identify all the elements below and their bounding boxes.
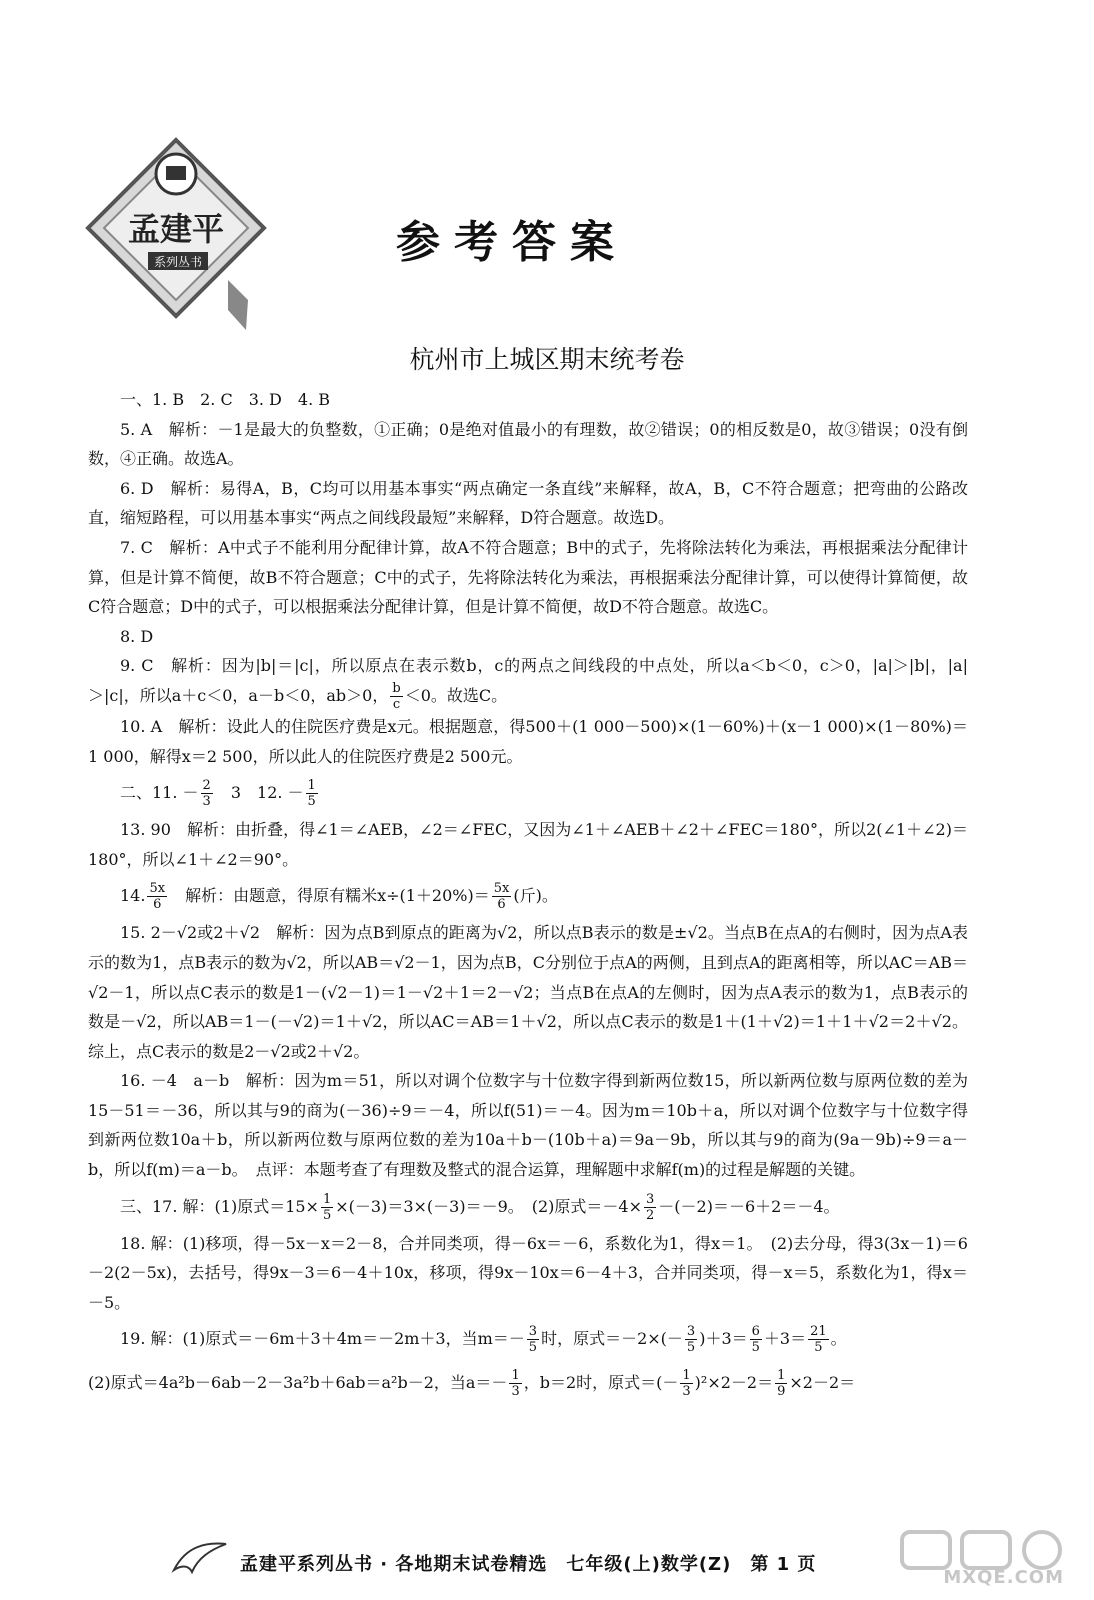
fraction-den: 5 xyxy=(322,1207,332,1223)
logo-sub: 系列丛书 xyxy=(153,255,203,269)
fraction xyxy=(492,881,512,912)
fraction-num: 1 xyxy=(777,1368,786,1384)
fraction xyxy=(775,1368,787,1399)
fraction-den: 9 xyxy=(777,1384,786,1400)
fraction xyxy=(750,1324,762,1355)
fraction xyxy=(527,1324,539,1355)
fraction-num: 21 xyxy=(810,1324,827,1340)
fraction-den: 5 xyxy=(814,1340,823,1356)
fraction xyxy=(321,1192,333,1223)
a19b-mid2: )²×2－2＝ xyxy=(694,1373,774,1393)
a17-post: －(－2)＝－6＋2＝－4。 xyxy=(658,1196,840,1216)
fraction xyxy=(390,681,402,712)
fraction-num: 5x xyxy=(493,881,510,897)
answer-15: 15. 2－√2或2＋√2 解析：因为点B到原点的距离为√2，所以点B表示的数是±√2。当点B在点A的右侧时，因为点A表示的数为1，点B表示的数为√2，所以AB＝√2－1，因为点B，C分别位于点A的两侧，且到点A的距离相等，所以AC＝AB＝√2－1，所以点C表示的数是1－(√2－1)＝1－√2＋1＝2－√2；当点B在点A的左侧时，因为点A表示的数为1，点B表示的数是－√2，所以AB＝1－(－√2)＝1＋√2，所以AC＝AB＝1＋√2，所以点C表示的数是1＋(1＋√2)＝1＋1＋√2＝2＋√2。综上，点C表示的数是2－√2或2＋√2。 xyxy=(88,923,968,1061)
answer-19-2 xyxy=(88,1361,968,1405)
answer-13: 13. 90 解析：由折叠，得∠1＝∠AEB，∠2＝∠FEC，又因为∠1＋∠AEB＋∠2＋∠FEC＝180°，所以2(∠1＋∠2)＝180°，所以∠1＋∠2＝90°。 xyxy=(88,820,968,869)
answer-5: 5. A 解析：－1是最大的负整数，①正确；0是绝对值最小的有理数，故②错误；0的相反数是0，故③错误；0没有倒数，④正确。故选A。 xyxy=(88,419,968,469)
fraction-den: 3 xyxy=(682,1384,691,1400)
fraction-num: 1 xyxy=(511,1368,520,1384)
fraction-den: 6 xyxy=(153,897,162,913)
fraction xyxy=(680,1368,692,1399)
fraction-den: 3 xyxy=(202,794,211,810)
answer-14 xyxy=(88,874,968,918)
a19b-mid: ，b＝2时，原式＝(－ xyxy=(523,1373,679,1393)
answer-9 xyxy=(88,651,968,712)
a9-text: 9. C 解析：因为|b|＝|c|，所以原点在表示数b，c的两点之间线段的中点处，所以a＜b＜0，c＞0，|a|＞|b|，|a|＞|c|，所以a＋c＜0，a－b＜0，ab＞0， xyxy=(88,656,968,705)
fraction xyxy=(644,1192,656,1223)
answer-16: 16. －4 a－b 解析：因为m＝51，所以对调个位数字与十位数字得到新两位数15，所以新两位数与原两位数的差为15－51＝－36，所以其与9的商为(－36)÷9＝－4，所以f(51)＝－4。因为m＝10b＋a，所以对调个位数字与十位数字得到新两位数10a＋b，所以新两位数与原两位数的差为10a＋b－(10b＋a)＝9a－9b，所以其与9的商为(9a－9b)÷9＝a－b，所以f(m)＝a－b。 点评：本题考查了有理数及整式的混合运算，理解题中求解f(m)的过程是解题的关键。 xyxy=(88,1071,968,1180)
a17-mid: ×(－3)＝3×(－3)＝－9。 (2)原式＝－4× xyxy=(335,1196,643,1216)
a19-mid: 时，原式＝－2×(－ xyxy=(541,1329,683,1349)
fraction-num: b xyxy=(392,680,401,696)
fraction-den: c xyxy=(392,696,401,712)
fraction xyxy=(201,778,213,809)
page-title: 参考答案 xyxy=(396,217,628,268)
a19-post: 。 xyxy=(830,1329,847,1349)
fraction xyxy=(685,1324,697,1355)
answer-6: 6. D 解析：易得A，B，C均可以用基本事实“两点确定一条直线”来解释，故A，B，C不符合题意；把弯曲的公路改直，缩短路程，可以用基本事实“两点之间线段最短”来解释，D符合题意。故选D。 xyxy=(88,478,968,528)
fraction-num: 3 xyxy=(686,1324,696,1340)
fraction-num: 1 xyxy=(307,778,316,794)
fraction-den: 5 xyxy=(528,1340,538,1356)
a19-pre: 19. 解：(1)原式＝－6m＋3＋4m＝－2m＋3，当m＝－ xyxy=(120,1329,525,1349)
a11-mid: 3 12. － xyxy=(214,783,304,803)
answer-11-12 xyxy=(88,771,968,815)
answer-content xyxy=(88,385,968,1405)
fraction-den: 5 xyxy=(751,1340,760,1356)
answer-10: 10. A 解析：设此人的住院医疗费是x元。根据题意，得500＋(1 000－500)×(1－60%)＋(x－1 000)×(1－80%)＝1 000，解得x＝2 500，所以此人的住院医疗费是2 500元。 xyxy=(88,716,968,766)
answer-1-4: 一、1. B 2. C 3. D 4. B xyxy=(120,390,330,409)
a19-mid3: ＋3＝ xyxy=(763,1329,807,1349)
a14-post: (斤)。 xyxy=(513,886,558,906)
fraction xyxy=(306,778,318,809)
fraction-den: 5 xyxy=(686,1340,696,1356)
fraction-den: 2 xyxy=(646,1207,655,1223)
answer-8: 8. D xyxy=(120,626,154,646)
fraction xyxy=(509,1368,521,1399)
fraction-num: 3 xyxy=(528,1324,538,1340)
fraction-num: 1 xyxy=(322,1191,332,1207)
fraction-num: 5x xyxy=(149,881,166,897)
fraction xyxy=(147,881,167,912)
answer-7: 7. C 解析：A中式子不能利用分配律计算，故A不符合题意；B中的式子，先将除法转化为乘法，再根据乘法分配律计算，但是计算不简便，故B不符合题意；C中的式子，先将除法转化为乘法，再根据乘法分配律计算，可以使得计算简便，故C符合题意；D中的式子，可以根据乘法分配律计算，但是计算不简便，故D不符合题意。故选C。 xyxy=(88,537,968,617)
a17-pre: 三、17. 解：(1)原式＝15× xyxy=(120,1196,319,1216)
a14-pre: 14. xyxy=(120,886,146,906)
answer-19-1 xyxy=(88,1317,968,1361)
fraction-den: 6 xyxy=(497,897,506,913)
answer-17 xyxy=(88,1185,968,1229)
a11-pre: 二、11. － xyxy=(120,783,199,803)
fraction xyxy=(808,1324,829,1355)
logo xyxy=(78,130,274,350)
fraction-den: 5 xyxy=(307,794,316,810)
fraction-num: 1 xyxy=(682,1368,691,1384)
fraction-num: 2 xyxy=(202,778,211,794)
exam-title: 杭州市上城区期末统考卷 xyxy=(409,345,685,374)
fraction-num: 3 xyxy=(646,1191,655,1207)
a14-mid: 解析：由题意，得原有糯米x÷(1＋20%)＝ xyxy=(169,886,490,906)
a19b-post: ×2－2＝ xyxy=(789,1373,856,1393)
logo-name: 孟建平 xyxy=(127,210,225,248)
fraction-num: 6 xyxy=(751,1324,760,1340)
watermark-text: MXQE.COM xyxy=(943,1567,1064,1588)
watermark xyxy=(892,1528,1082,1594)
fraction-den: 3 xyxy=(511,1384,520,1400)
footer-text: 孟建平系列丛书 · 各地期末试卷精选 七年级(上)数学(Z) 第 1 页 xyxy=(240,1554,817,1575)
a9-post: ＜0。故选C。 xyxy=(404,685,508,705)
answer-18: 18. 解：(1)移项，得－5x－x＝2－8，合并同类项，得－6x＝－6，系数化为1，得x＝1。 (2)去分母，得3(3x－1)＝6－2(2－5x)，去括号，得9x－3＝6－4＋10x，移项，得9x－10x＝6－4＋3，合并同类项，得－x＝5，系数化为1，得x＝－5。 xyxy=(88,1233,968,1312)
swoosh-icon xyxy=(170,1538,230,1578)
a19-mid2: )＋3＝ xyxy=(699,1329,748,1349)
a19b-pre: (2)原式＝4a²b－6ab－2－3a²b＋6ab＝a²b－2，当a＝－ xyxy=(88,1373,508,1393)
